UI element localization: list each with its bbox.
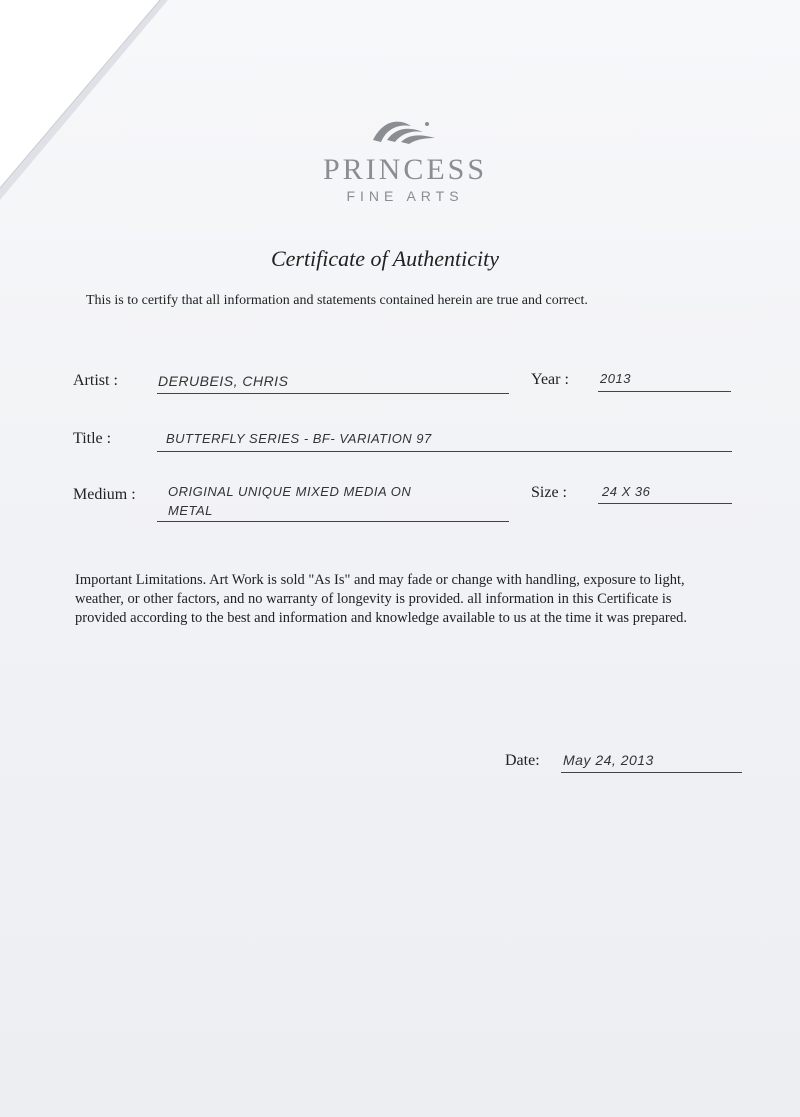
wave-emblem-icon xyxy=(365,112,445,152)
artist-label: Artist : xyxy=(73,372,118,389)
artist-value: DERUBEIS, CHRIS xyxy=(158,373,289,389)
princess-fine-arts-logo xyxy=(310,112,500,204)
year-value: 2013 xyxy=(600,371,631,386)
medium-value-line1: ORIGINAL UNIQUE MIXED MEDIA ON xyxy=(168,484,412,499)
certify-statement: This is to certify that all information and statements contained herein are true and correct. xyxy=(86,293,588,308)
size-underline xyxy=(598,503,732,504)
size-label: Size : xyxy=(531,484,567,501)
title-label: Title : xyxy=(73,430,112,447)
artist-underline xyxy=(157,393,509,394)
year-underline xyxy=(598,391,731,392)
medium-value-line2: METAL xyxy=(168,503,213,518)
certificate-title: Certificate of Authenticity xyxy=(270,246,500,271)
medium-label: Medium : xyxy=(73,486,136,503)
brand-name: PRINCESS xyxy=(322,153,488,186)
medium-underline xyxy=(157,521,509,522)
date-underline xyxy=(561,772,742,773)
brand-subtitle: FINE ARTS xyxy=(346,188,464,204)
size-value: 24 X 36 xyxy=(602,484,651,499)
important-limitations-text: Important Limitations. Art Work is sold "As Is" and may fade or change with handling, exposure to light, weather, or other factors, and no warranty of longevity is provided. all information in this Certificate is provided according to the best and information and knowledge available to us at the time it was prepared. xyxy=(75,572,688,626)
title-underline xyxy=(157,451,732,452)
date-value: May 24, 2013 xyxy=(563,752,654,768)
date-label: Date: xyxy=(505,752,540,769)
title-value: BUTTERFLY SERIES - BF- VARIATION 97 xyxy=(166,431,432,446)
year-label: Year : xyxy=(531,371,569,388)
